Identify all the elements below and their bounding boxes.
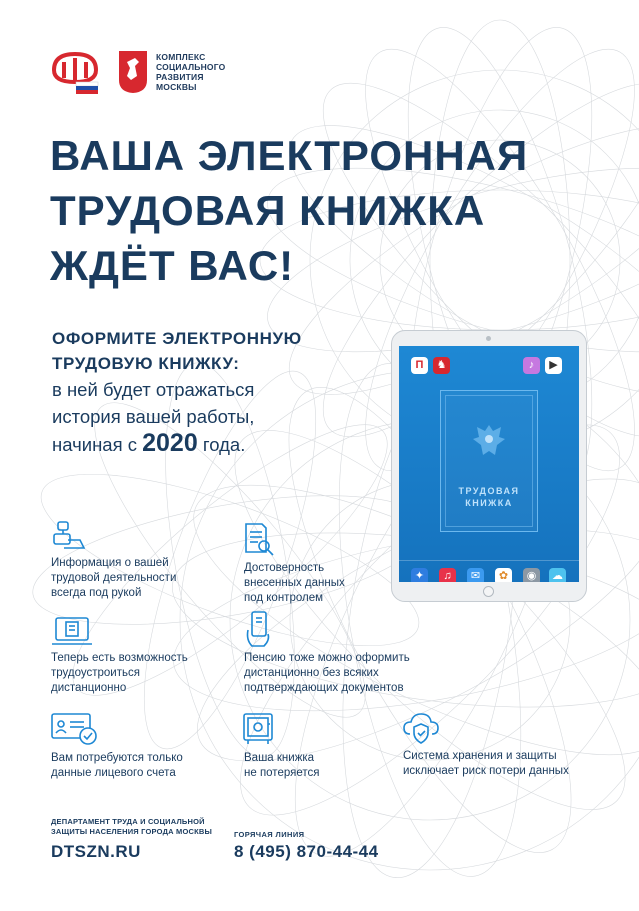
- workbook-title-2: КНИЖКА: [465, 498, 513, 508]
- sub-line-5-pre: начиная с: [52, 434, 137, 455]
- document-magnifier-icon: [242, 522, 276, 558]
- department-line-2: ЗАЩИТЫ НАСЕЛЕНИЯ ГОРОДА МОСКВЫ: [51, 827, 213, 836]
- home-button: [483, 586, 494, 597]
- tablet-screen: [399, 346, 579, 582]
- feature-1-line-1: Информация о вашей: [51, 557, 169, 569]
- department-name: [51, 817, 212, 837]
- feature-5-line-2: данные лицевого счета: [51, 767, 176, 779]
- sub-line-1: ОФОРМИТЕ ЭЛЕКТРОННУЮ: [52, 329, 302, 348]
- feature-7: [403, 749, 569, 779]
- moscow-emblem-icon: [118, 50, 148, 94]
- safe-icon: [242, 712, 276, 746]
- hand-phone-icon: [242, 610, 276, 650]
- ksr-line-4: МОСКВЫ: [156, 82, 197, 92]
- feature-2-line-3: под контролем: [244, 592, 324, 604]
- hotline-phone[interactable]: 8 (495) 870-44-44: [234, 842, 379, 861]
- cloud-shield-icon: [402, 710, 440, 746]
- feature-7-line-1: Система хранения и защиты: [403, 750, 557, 762]
- workbook-cover: [440, 390, 538, 532]
- video-app-icon: ▶: [545, 357, 562, 374]
- logo-row: [50, 48, 225, 96]
- music-app-icon: ♫: [439, 568, 456, 582]
- camera-app-icon: ◉: [523, 568, 540, 582]
- feature-4-line-2: дистанционно без всяких: [244, 667, 379, 679]
- headline-line-2: ТРУДОВАЯ КНИЖКА: [50, 187, 486, 234]
- sub-line-4: история вашей работы,: [52, 406, 255, 427]
- feature-7-line-2: исключает риск потери данных: [403, 765, 569, 777]
- sub-line-5: [52, 430, 302, 458]
- sub-line-2: ТРУДОВУЮ КНИЖКУ:: [52, 354, 240, 373]
- laptop-form-icon: [50, 614, 94, 650]
- pfr-logo: [50, 48, 100, 96]
- weather-app-icon: ☁: [549, 568, 566, 582]
- feature-3-line-3: дистанционно: [51, 682, 127, 694]
- feature-2-line-1: Достоверность: [244, 562, 325, 574]
- itunes-app-icon: ♪: [523, 357, 540, 374]
- ksr-logo: [118, 50, 225, 94]
- tablet-illustration: [391, 330, 587, 602]
- dock-divider: [399, 560, 579, 561]
- camera-dot: [486, 336, 491, 341]
- feature-4-line-3: подтверждающих документов: [244, 682, 404, 694]
- feature-3-line-2: трудоустроиться: [51, 667, 140, 679]
- photos-app-icon: ✿: [495, 568, 512, 582]
- workbook-title: [441, 485, 537, 509]
- feature-3: [51, 651, 188, 696]
- subheading: [52, 326, 302, 458]
- feature-6-line-1: Ваша книжка: [244, 752, 315, 764]
- sub-line-5-post: года.: [202, 434, 246, 455]
- headline-line-3: ЖДЁТ ВАС!: [50, 242, 295, 289]
- workbook-title-1: ТРУДОВАЯ: [458, 486, 520, 496]
- website-link[interactable]: DTSZN.RU: [51, 842, 141, 861]
- feature-6-line-2: не потеряется: [244, 767, 320, 779]
- safari-app-icon: ✦: [411, 568, 428, 582]
- headline: [50, 128, 528, 293]
- feature-4: [244, 651, 410, 696]
- pfr-app-icon: П: [411, 357, 428, 374]
- ksr-line-3: РАЗВИТИЯ: [156, 72, 204, 82]
- id-card-check-icon: [50, 712, 100, 746]
- hotline-label: ГОРЯЧАЯ ЛИНИЯ: [234, 830, 305, 839]
- feature-4-line-1: Пенсию тоже можно оформить: [244, 652, 410, 664]
- feature-1: [51, 556, 176, 601]
- double-eagle-icon: [471, 421, 507, 461]
- feature-1-line-2: трудовой деятельности: [51, 572, 177, 584]
- feature-1-line-3: всегда под рукой: [51, 587, 142, 599]
- moscow-app-icon: ♞: [433, 357, 450, 374]
- feature-2: [244, 561, 345, 606]
- feature-3-line-1: Теперь есть возможность: [51, 652, 188, 664]
- ksr-line-1: КОМПЛЕКС: [156, 52, 206, 62]
- feature-5: [51, 751, 183, 781]
- ksr-line-2: СОЦИАЛЬНОГО: [156, 62, 226, 72]
- department-line-1: ДЕПАРТАМЕНТ ТРУДА И СОЦИАЛЬНОЙ: [51, 817, 205, 826]
- feature-5-line-1: Вам потребуются только: [51, 752, 183, 764]
- mail-app-icon: ✉: [467, 568, 484, 582]
- robot-laptop-icon: [50, 518, 86, 554]
- sub-line-3: в ней будет отражаться: [52, 379, 255, 400]
- feature-2-line-2: внесенных данных: [244, 577, 345, 589]
- year-highlight: 2020: [142, 429, 198, 457]
- feature-6: [244, 751, 319, 781]
- headline-line-1: ВАША ЭЛЕКТРОННАЯ: [50, 132, 529, 179]
